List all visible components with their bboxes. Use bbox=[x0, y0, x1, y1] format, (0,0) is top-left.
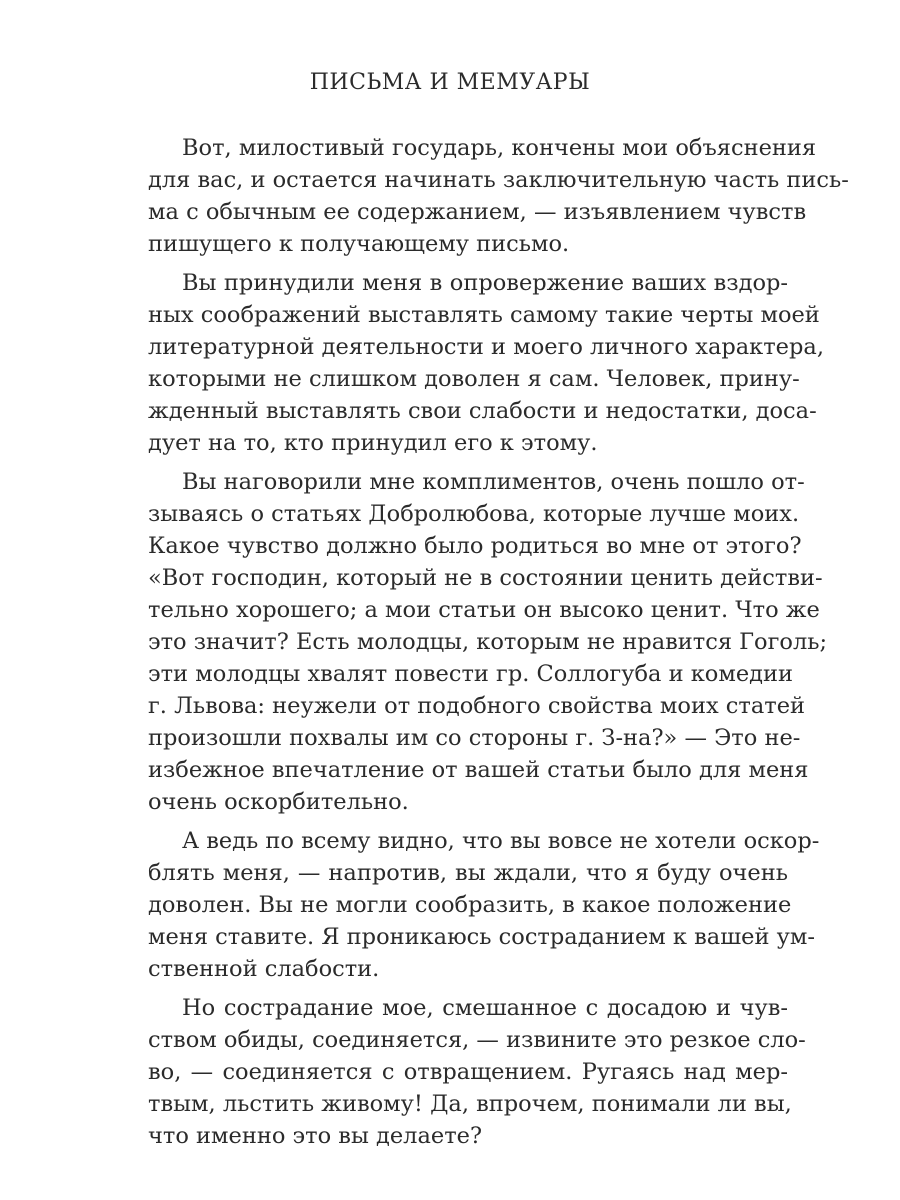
text-line: Вы принудили меня в опровержение ваших вздор- bbox=[182, 270, 788, 296]
text-line: произошли похвалы им со стороны г. З-на?» — Это не- bbox=[148, 725, 801, 751]
text-line: что именно это вы делаете? bbox=[148, 1123, 483, 1149]
text-line: во, — соединяется с отвращением. Ругаясь над мер- bbox=[148, 1059, 788, 1085]
text-line: тельно хорошего; а мои статьи он высоко ценит. Что же bbox=[148, 597, 820, 623]
text-line: меня ставите. Я проникаюсь состраданием к вашей ум- bbox=[148, 924, 815, 950]
text-line: эти молодцы хвалят повести гр. Соллогуба и комедии bbox=[148, 661, 793, 687]
text-line: Вот, милостивый государь, кончены мои объяснения bbox=[182, 135, 817, 161]
text-line: избежное впечатление от вашей статьи было для меня bbox=[148, 757, 809, 783]
text-line: это значит? Есть молодцы, которым не нравится Гоголь; bbox=[148, 629, 828, 655]
text-line: г. Львова: неужели от подобного свойства моих статей bbox=[148, 693, 806, 719]
text-line: жденный выставлять свои слабости и недостатки, доса- bbox=[148, 398, 817, 424]
text-line: пишущего к получающему письмо. bbox=[148, 231, 570, 257]
paragraph-1 bbox=[148, 132, 849, 260]
text-line: твым, льстить живому! Да, впрочем, понимали ли вы, bbox=[148, 1091, 792, 1117]
body-text bbox=[148, 132, 849, 1159]
text-line: литературной деятельности и моего личного характера, bbox=[148, 334, 824, 360]
text-line: «Вот господин, который не в состоянии ценить действи- bbox=[148, 565, 823, 591]
paragraph-2 bbox=[148, 267, 824, 459]
text-line: блять меня, — напротив, вы ждали, что я буду очень bbox=[148, 860, 788, 886]
text-line: доволен. Вы не могли сообразить, в какое положение bbox=[148, 892, 792, 918]
text-line: ма с обычным ее содержанием, — изъявлением чувств bbox=[148, 199, 807, 225]
text-line: для вас, и остается начинать заключительную часть пись- bbox=[148, 167, 849, 193]
text-line: очень оскорбительно. bbox=[148, 789, 409, 815]
text-line: ственной слабости. bbox=[148, 956, 380, 982]
text-line: дует на то, кто принудил его к этому. bbox=[148, 430, 598, 456]
paragraph-5 bbox=[148, 992, 806, 1152]
paragraph-4 bbox=[148, 825, 820, 985]
text-line: зываясь о статьях Добролюбова, которые лучше моих. bbox=[148, 501, 800, 527]
text-line: А ведь по всему видно, что вы вовсе не хотели оскор- bbox=[182, 828, 820, 854]
text-line: Какое чувство должно было родиться во мне от этого? bbox=[148, 533, 802, 559]
text-line: ных соображений выставлять самому такие черты моей bbox=[148, 302, 820, 328]
text-line: Вы наговорили мне комплиментов, очень пошло от- bbox=[182, 469, 805, 495]
paragraph-3 bbox=[148, 466, 828, 818]
text-line: которыми не слишком доволен я сам. Человек, прину- bbox=[148, 366, 800, 392]
running-title: ПИСЬМА И МЕМУАРЫ bbox=[309, 70, 591, 95]
text-line: ством обиды, соединяется, — извините это резкое сло- bbox=[148, 1027, 806, 1053]
text-line: Но сострадание мое, смешанное с досадою и чув- bbox=[182, 995, 788, 1021]
